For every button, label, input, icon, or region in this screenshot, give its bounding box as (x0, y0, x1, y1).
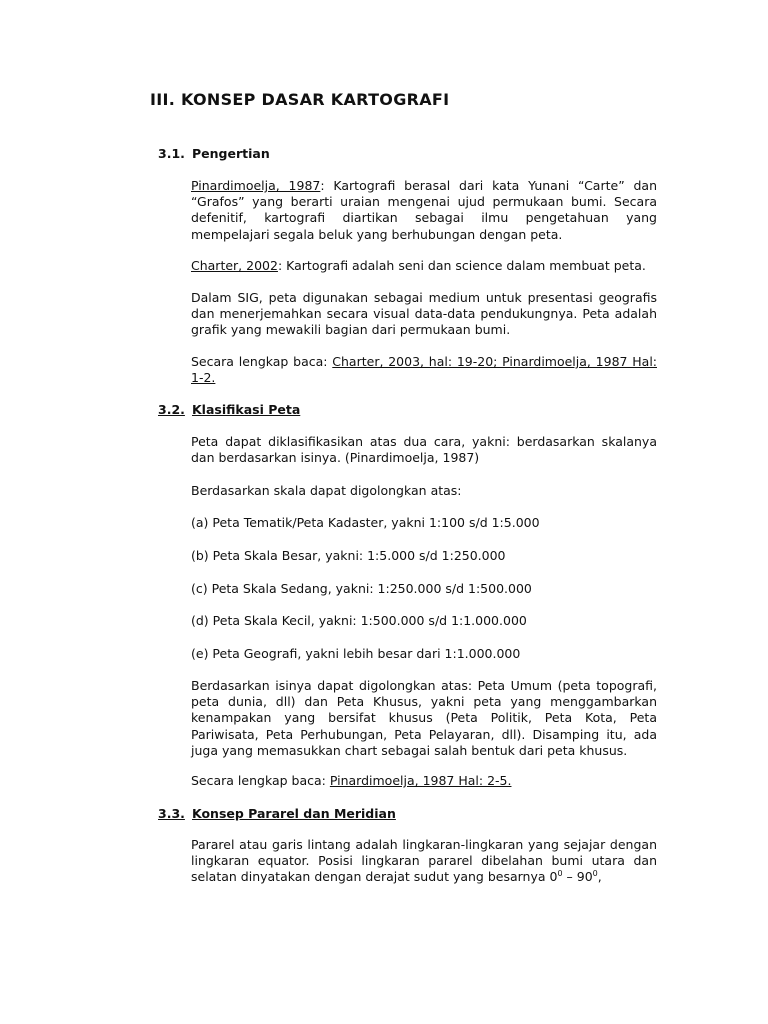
reading-lead: Secara lengkap baca: (191, 773, 330, 788)
paragraph-text: Pararel atau garis lintang adalah lingkaran-lingkaran yang sejajar dengan lingkaran equator. Posisi lingkaran pararel dibelahan bumi utara dan selatan dinyatakan dengan derajat sudut yang besarnya 0 (191, 837, 657, 885)
paragraph-reading-ref-2 (191, 773, 657, 789)
list-item: (d) Peta Skala Kecil, yakni: 1:500.000 s/d 1:1.000.000 (191, 613, 527, 628)
section-title: Pengertian (192, 146, 270, 161)
paragraph-text: – 90 (562, 869, 593, 885)
section-title: Konsep Pararel dan Meridian (192, 806, 396, 821)
paragraph-pararel (191, 837, 657, 886)
degree-superscript: 0 (557, 869, 563, 879)
section-number: 3.1. (158, 146, 185, 161)
reading-citation: Pinardimoelja, 1987 Hal: 2-5. (329, 773, 512, 788)
section-title: Klasifikasi Peta (192, 402, 301, 417)
section-heading-pararel (158, 806, 396, 821)
citation-link: Charter, 2002 (191, 258, 278, 273)
section-number: 3.3. (158, 806, 185, 821)
paragraph-klasifikasi: Peta dapat diklasifikasikan atas dua cara, yakni: berdasarkan skalanya dan berdasarkan isinya. (Pinardimoelja, 1987) (191, 434, 657, 466)
paragraph-isinya: Berdasarkan isinya dapat digolongkan atas: Peta Umum (peta topografi, peta dunia, dll) dan Peta Khusus, yakni peta yang menggambarkan kenampakan yang bersifat khusus (Peta Politik, Peta Kota, Peta Pariwisata, Peta Perhubungan, Peta Pelayaran, dll). Disamping itu, ada juga yang memasukkan chart sebagai salah bentuk dari peta khusus. (191, 678, 657, 758)
reading-citation: Charter, 2003, hal: 19-20; Pinardimoelja, 1987 Hal: 1-2. (191, 354, 657, 386)
reading-lead: Secara lengkap baca: (191, 354, 333, 369)
paragraph-sig: Dalam SIG, peta digunakan sebagai medium untuk presentasi geografis dan menerjemahkan secara visual data-data pendukungnya. Peta adalah grafik yang mewakili bagian dari permukaan bumi. (191, 290, 657, 338)
degree-superscript: 0 (592, 869, 598, 879)
chapter-heading: III. KONSEP DASAR KARTOGRAFI (150, 90, 450, 109)
paragraph-text: : Kartografi berasal dari kata Yunani “Carte” dan “Grafos” yang berarti uraian mengenai ujud permukaan bumi. Secara defenitif, kartografi diartikan sebagai ilmu pengetahuan yang mempelajari segala beluk yang berhubungan dengan peta. (191, 178, 657, 242)
list-item: (c) Peta Skala Sedang, yakni: 1:250.000 s/d 1:500.000 (191, 581, 532, 596)
list-item: (e) Peta Geografi, yakni lebih besar dari 1:1.000.000 (191, 646, 521, 661)
section-heading-klasifikasi (158, 402, 300, 417)
list-item: (a) Peta Tematik/Peta Kadaster, yakni 1:100 s/d 1:5.000 (191, 515, 540, 530)
section-number: 3.2. (158, 402, 185, 417)
paragraph-text: , (597, 869, 602, 885)
paragraph-charter (191, 258, 657, 274)
paragraph-pinardimoelja (191, 178, 657, 243)
paragraph-reading-ref (191, 354, 657, 386)
paragraph-skala-intro: Berdasarkan skala dapat digolongkan atas: (191, 483, 462, 498)
citation-link: Pinardimoelja, 1987 (191, 178, 321, 193)
list-item: (b) Peta Skala Besar, yakni: 1:5.000 s/d 1:250.000 (191, 548, 506, 563)
section-heading-pengertian (158, 146, 270, 161)
paragraph-text: : Kartografi adalah seni dan science dalam membuat peta. (277, 258, 646, 273)
